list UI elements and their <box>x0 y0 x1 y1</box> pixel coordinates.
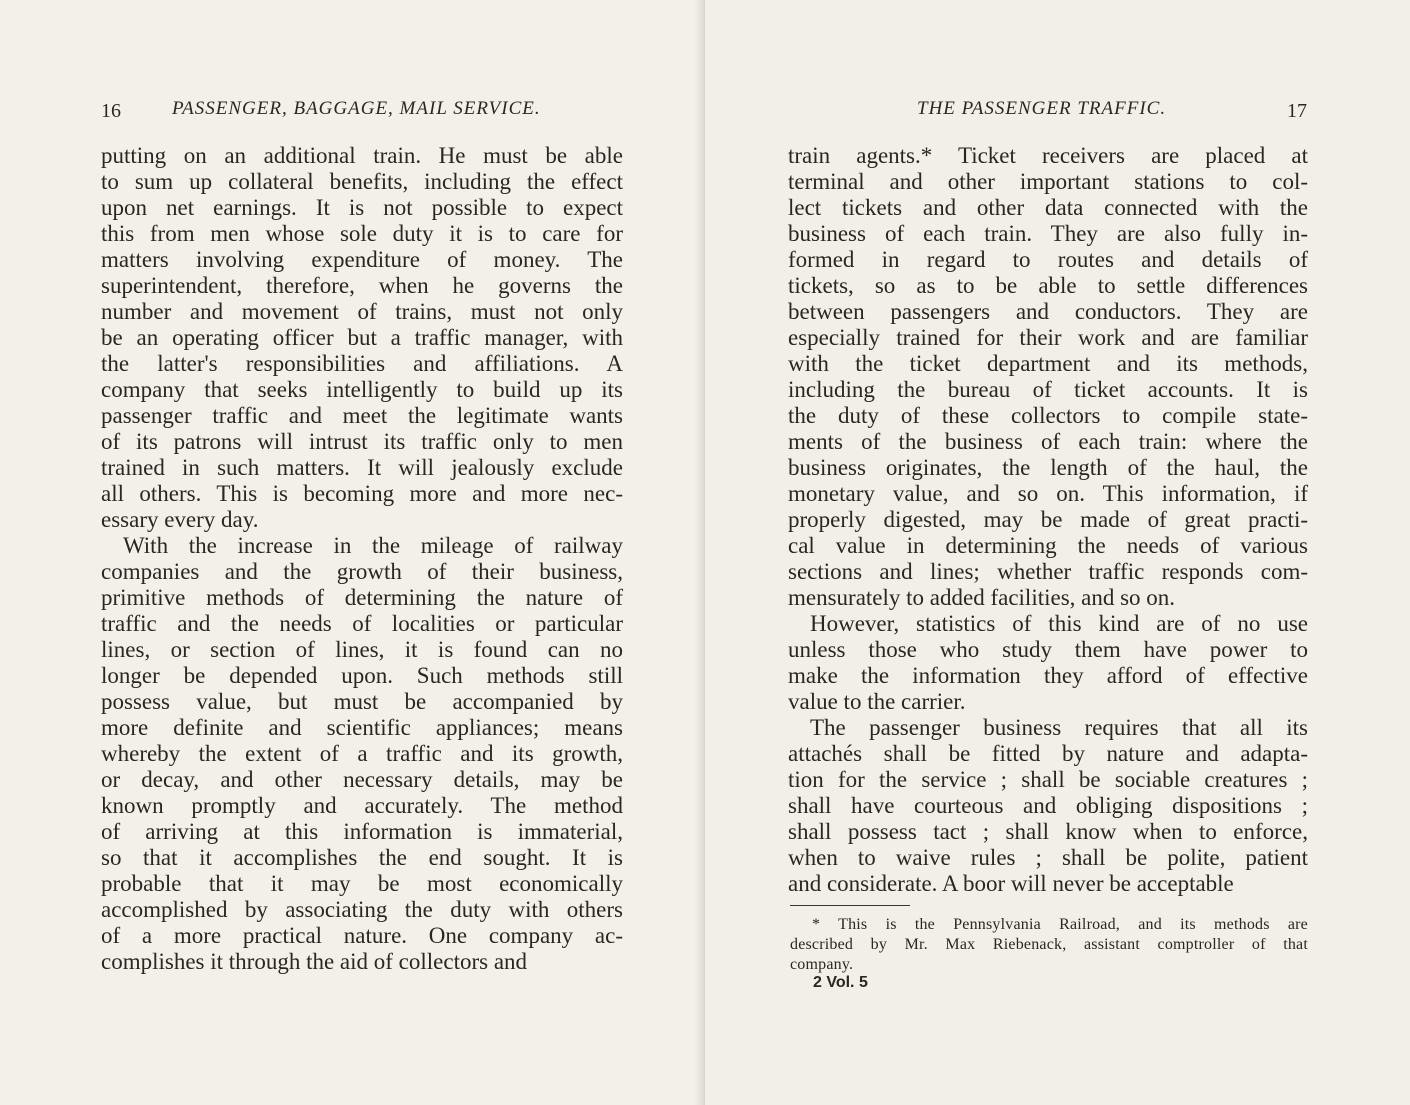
text-line: so that it accomplishes the end sought. It is <box>101 845 623 870</box>
text-line: company. <box>790 956 854 973</box>
text-line: of its patrons will intrust its traffic only to men <box>101 429 623 454</box>
text-line: companies and the growth of their business, <box>101 559 623 584</box>
text-line: upon net earnings. It is not possible to expect <box>101 195 623 220</box>
text-line: formed in regard to routes and details of <box>788 247 1308 272</box>
right-body-text <box>788 143 1308 897</box>
text-line: the latter's responsibilities and affiliations. A <box>101 351 623 376</box>
text-line: terminal and other important stations to col- <box>788 169 1308 194</box>
text-line: company that seeks intelligently to build up its <box>101 377 623 402</box>
text-line: to sum up collateral benefits, including the effect <box>101 169 623 194</box>
text-line: especially trained for their work and are familiar <box>788 325 1308 350</box>
text-line: and considerate. A boor will never be acceptable <box>788 871 1234 896</box>
text-line: However, statistics of this kind are of no use <box>810 611 1308 636</box>
text-line: the duty of these collectors to compile state- <box>788 403 1308 428</box>
text-line: trained in such matters. It will jealously exclude <box>101 455 623 480</box>
text-line: sections and lines; whether traffic responds com- <box>788 559 1308 584</box>
text-line: tion for the service ; shall be sociable creatures ; <box>788 767 1308 792</box>
text-line: be an operating officer but a traffic manager, with <box>101 325 623 350</box>
footnote-rule <box>790 905 910 906</box>
text-line: more definite and scientific appliances; means <box>101 715 623 740</box>
text-line: primitive methods of determining the nature of <box>101 585 623 610</box>
text-line: unless those who study them have power to <box>788 637 1308 662</box>
text-line: probable that it may be most economically <box>101 871 623 896</box>
text-line: complishes it through the aid of collectors and <box>101 949 528 974</box>
text-line: when to waive rules ; shall be polite, patient <box>788 845 1308 870</box>
text-line: all others. This is becoming more and more nec- <box>101 481 623 506</box>
text-line: described by Mr. Max Riebenack, assistant comptroller of that <box>790 936 1308 953</box>
text-line: shall possess tact ; shall know when to enforce, <box>788 819 1308 844</box>
right-page-number: 17 <box>1287 100 1307 122</box>
text-line: With the increase in the mileage of railway <box>123 533 623 558</box>
text-line: make the information they afford of effective <box>788 663 1308 688</box>
text-line: tickets, so as to be able to settle differences <box>788 273 1308 298</box>
text-line: between passengers and conductors. They are <box>788 299 1308 324</box>
text-line: business originates, the length of the haul, the <box>788 455 1308 480</box>
text-line: accomplished by associating the duty with others <box>101 897 623 922</box>
text-line: business of each train. They are also fully in- <box>788 221 1308 246</box>
left-page-number: 16 <box>101 100 121 122</box>
text-line: The passenger business requires that all its <box>810 715 1308 740</box>
text-line: ments of the business of each train: where the <box>788 429 1308 454</box>
text-line: * This is the Pennsylvania Railroad, and its methods are <box>812 916 1308 933</box>
text-line: putting on an additional train. He must be able <box>101 143 623 168</box>
text-line: traffic and the needs of localities or particular <box>101 611 623 636</box>
left-running-head: PASSENGER, BAGGAGE, MAIL SERVICE. <box>172 98 541 119</box>
text-line: whereby the extent of a traffic and its growth, <box>101 741 623 766</box>
text-line: number and movement of trains, must not only <box>101 299 623 324</box>
text-line: properly digested, may be made of great practi- <box>788 507 1308 532</box>
text-line: possess value, but must be accompanied by <box>101 689 623 714</box>
footnote <box>790 915 1308 975</box>
text-line: mensurately to added facilities, and so on. <box>788 585 1176 610</box>
text-line: essary every day. <box>101 507 259 532</box>
text-line: this from men whose sole duty it is to care for <box>101 221 623 246</box>
text-line: cal value in determining the needs of various <box>788 533 1308 558</box>
text-line: known promptly and accurately. The method <box>101 793 623 818</box>
text-line: lect tickets and other data connected with the <box>788 195 1308 220</box>
text-line: longer be depended upon. Such methods still <box>101 663 623 688</box>
text-line: of a more practical nature. One company ac- <box>101 923 623 948</box>
text-line: superintendent, therefore, when he governs the <box>101 273 623 298</box>
text-line: passenger traffic and meet the legitimate wants <box>101 403 623 428</box>
text-line: monetary value, and so on. This information, if <box>788 481 1308 506</box>
text-line: shall have courteous and obliging dispositions ; <box>788 793 1308 818</box>
text-line: of arriving at this information is immaterial, <box>101 819 623 844</box>
text-line: train agents.* Ticket receivers are placed at <box>788 143 1308 168</box>
right-running-head: THE PASSENGER TRAFFIC. <box>917 98 1167 119</box>
text-line: value to the carrier. <box>788 689 966 714</box>
text-line: lines, or section of lines, it is found can no <box>101 637 623 662</box>
text-line: or decay, and other necessary details, may be <box>101 767 623 792</box>
text-line: matters involving expenditure of money. The <box>101 247 623 272</box>
text-line: attachés shall be fitted by nature and adapta- <box>788 741 1308 766</box>
text-line: including the bureau of ticket accounts. It is <box>788 377 1308 402</box>
signature-mark: 2 Vol. 5 <box>813 974 868 991</box>
left-body-text <box>101 143 623 975</box>
text-line: with the ticket department and its methods, <box>788 351 1308 376</box>
